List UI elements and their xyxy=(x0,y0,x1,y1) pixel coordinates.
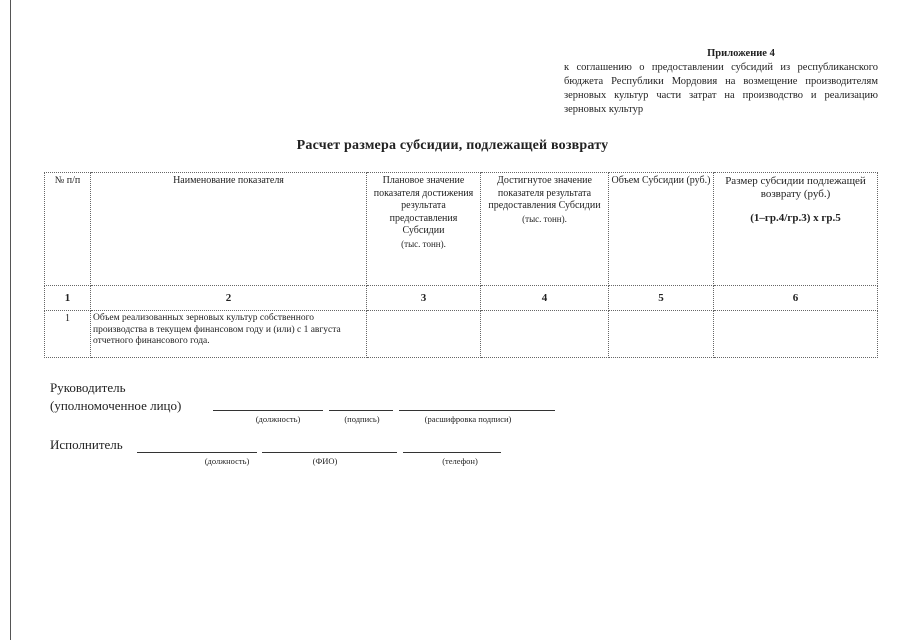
column-number: 5 xyxy=(609,286,714,311)
table-header-row xyxy=(45,173,878,286)
header-planned-value: Плановое значение показателя достижения результата предоставления Субсидии (тыс. тонн). xyxy=(367,173,481,286)
header-number: № п/п xyxy=(45,173,91,286)
row-refund-amount[interactable] xyxy=(714,311,878,358)
header-indicator-name: Наименование показателя xyxy=(91,173,367,286)
head-caption-position: (должность) xyxy=(255,414,301,424)
row-number: 1 xyxy=(45,311,91,358)
column-number: 3 xyxy=(367,286,481,311)
row-subsidy-volume[interactable] xyxy=(609,311,714,358)
head-caption-signature: (подпись) xyxy=(344,414,380,424)
executor-phone-line[interactable] xyxy=(403,440,501,453)
table-row xyxy=(45,311,878,358)
row-indicator-name: Объем реализованных зерновых культур собственного производства в текущем финансовом году и (или) с 1 августа отчетного финансового года. xyxy=(91,311,367,358)
page-edge-line xyxy=(10,0,11,640)
head-name-line[interactable] xyxy=(399,398,555,411)
column-number: 1 xyxy=(45,286,91,311)
column-number-row xyxy=(45,286,878,311)
executor-caption-phone: (телефон) xyxy=(442,456,478,466)
executor-caption-position: (должность) xyxy=(204,456,250,466)
head-signature-block xyxy=(50,380,181,414)
head-signature-line[interactable] xyxy=(329,398,393,411)
head-label: Руководитель xyxy=(50,380,126,395)
document-title: Расчет размера субсидии, подлежащей возврату xyxy=(296,138,609,153)
appendix-title: Приложение 4 xyxy=(707,48,775,59)
column-number: 4 xyxy=(481,286,609,311)
executor-name-line[interactable] xyxy=(262,440,397,453)
header-refund-amount: Размер субсидии подлежащей возврату (руб.) (1–гр.4/гр.3) х гр.5 xyxy=(714,173,878,286)
row-planned-value[interactable] xyxy=(367,311,481,358)
row-achieved-value[interactable] xyxy=(481,311,609,358)
head-position-line[interactable] xyxy=(213,398,323,411)
subsidy-calculation-table xyxy=(44,172,878,358)
header-achieved-value: Достигнутое значение показателя результата предоставления Субсидии (тыс. тонн). xyxy=(481,173,609,286)
header-achieved-unit: (тыс. тонн). xyxy=(522,213,567,224)
head-caption-name: (расшифровка подписи) xyxy=(424,414,512,424)
executor-label: Исполнитель xyxy=(50,437,123,452)
refund-formula: (1–гр.4/гр.3) х гр.5 xyxy=(750,212,841,224)
appendix-text: к соглашению о предоставлении субсидий из республиканского бюджета Республики Мордовия на возмещение производителям зерновых культур части затрат на производство и реализацию зерновых культур xyxy=(564,62,878,115)
appendix-block xyxy=(564,47,878,117)
executor-signature-block xyxy=(50,437,123,453)
header-subsidy-volume: Объем Субсидии (руб.) xyxy=(609,173,714,286)
executor-position-line[interactable] xyxy=(137,440,257,453)
executor-caption-name: (ФИО) xyxy=(312,456,338,466)
header-planned-unit: (тыс. тонн). xyxy=(401,238,446,249)
column-number: 2 xyxy=(91,286,367,311)
column-number: 6 xyxy=(714,286,878,311)
head-label-authorized: (уполномоченное лицо) xyxy=(50,398,182,413)
